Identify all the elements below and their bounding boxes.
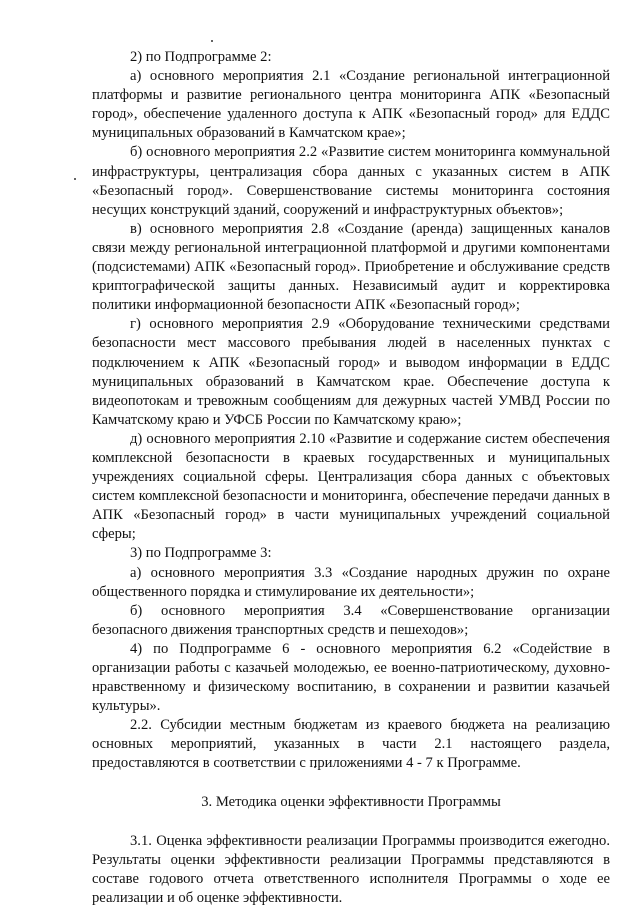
list-item-2-8: в) основного мероприятия 2.8 «Создание (аренда) защищенных каналов связи между региональной интеграционной платформой и другими компонентами (подсистемами) АПК «Безопасный город». Приобретение и обслуживание средств криптографической защиты данных. Независимый аудит и корректировка политики информационной безопасности АПК «Безопасный город»;: [92, 220, 610, 314]
list-item-subprogram-3: 3) по Подпрограмме 3:: [130, 545, 272, 562]
scan-speck: [74, 178, 76, 180]
list-item-subprogram-6: 4) по Подпрограмме 6 - основного мероприятия 6.2 «Содействие в организации работы с казачьей молодежью, ее военно-патриотическому, духовно-нравственному и физическому воспитанию, в сохранении и развитии казачьей культуры».: [92, 640, 610, 715]
scan-speck: [211, 40, 213, 42]
list-item-2-10: д) основного мероприятия 2.10 «Развитие и содержание систем обеспечения комплексной безопасности в краевых государственных и муниципальных учреждениях социальной сферы. Централизация сбора данных с объектовых систем комплексной безопасности и мониторинга, обеспечение передачи данных в АПК «Безопасный город» в части муниципальных учреждений социальной сферы;: [92, 430, 610, 543]
paragraph-3-1: 3.1. Оценка эффективности реализации Программы производится ежегодно. Результаты оценки эффективности реализации Программы представляются в составе годового отчета ответственного исполнителя Программы о ходе ее реализации и об оценке эффективности.: [92, 832, 610, 906]
list-item-2-9: г) основного мероприятия 2.9 «Оборудование техническими средствами безопасности мест массового пребывания людей в населенных пунктах с подключением к АПК «Безопасный город» и выводом информации в ЕДДС муниципальных образований в Камчатском крае. Обеспечение доступа к видеопотокам и тревожным сообщениям для дежурных частей УМВД России по Камчатскому краю и УФСБ России по Камчатскому краю»;: [92, 316, 610, 428]
list-item-3-3: а) основного мероприятия 3.3 «Создание народных дружин по охране общественного порядка и стимулирование их деятельности»;: [92, 564, 610, 600]
list-item-2-1: а) основного мероприятия 2.1 «Создание региональной интеграционной платформы и развитие регионального центра мониторинга АПК «Безопасный город», обеспечение удаленного доступа к АПК «Безопасный город» для ЕДДС муниципальных образований в Камчатском крае»;: [92, 68, 610, 142]
list-item-2-2: б) основного мероприятия 2.2 «Развитие систем мониторинга коммунальной инфраструктуры, централизация сбора данных с указанных систем в АПК «Безопасный город». Совершенствование системы мониторинга состояния несущих конструкций зданий, сооружений и инфраструктурных объектов»;: [92, 144, 610, 218]
list-item-subprogram-2: 2) по Подпрограмме 2:: [130, 49, 272, 65]
list-item-3-4: б) основного мероприятия 3.4 «Совершенствование организации безопасного движения транспортных средств и пешеходов»;: [92, 602, 610, 638]
paragraph-2-2-subsidies: 2.2. Субсидии местным бюджетам из краевого бюджета на реализацию основных мероприятий, указанных в части 2.1 настоящего раздела, предоставляются в соответствии с приложениями 4 - 7 к Программе.: [92, 717, 610, 772]
section-heading: 3. Методика оценки эффективности Программы: [201, 793, 501, 810]
document-body: [92, 48, 610, 908]
